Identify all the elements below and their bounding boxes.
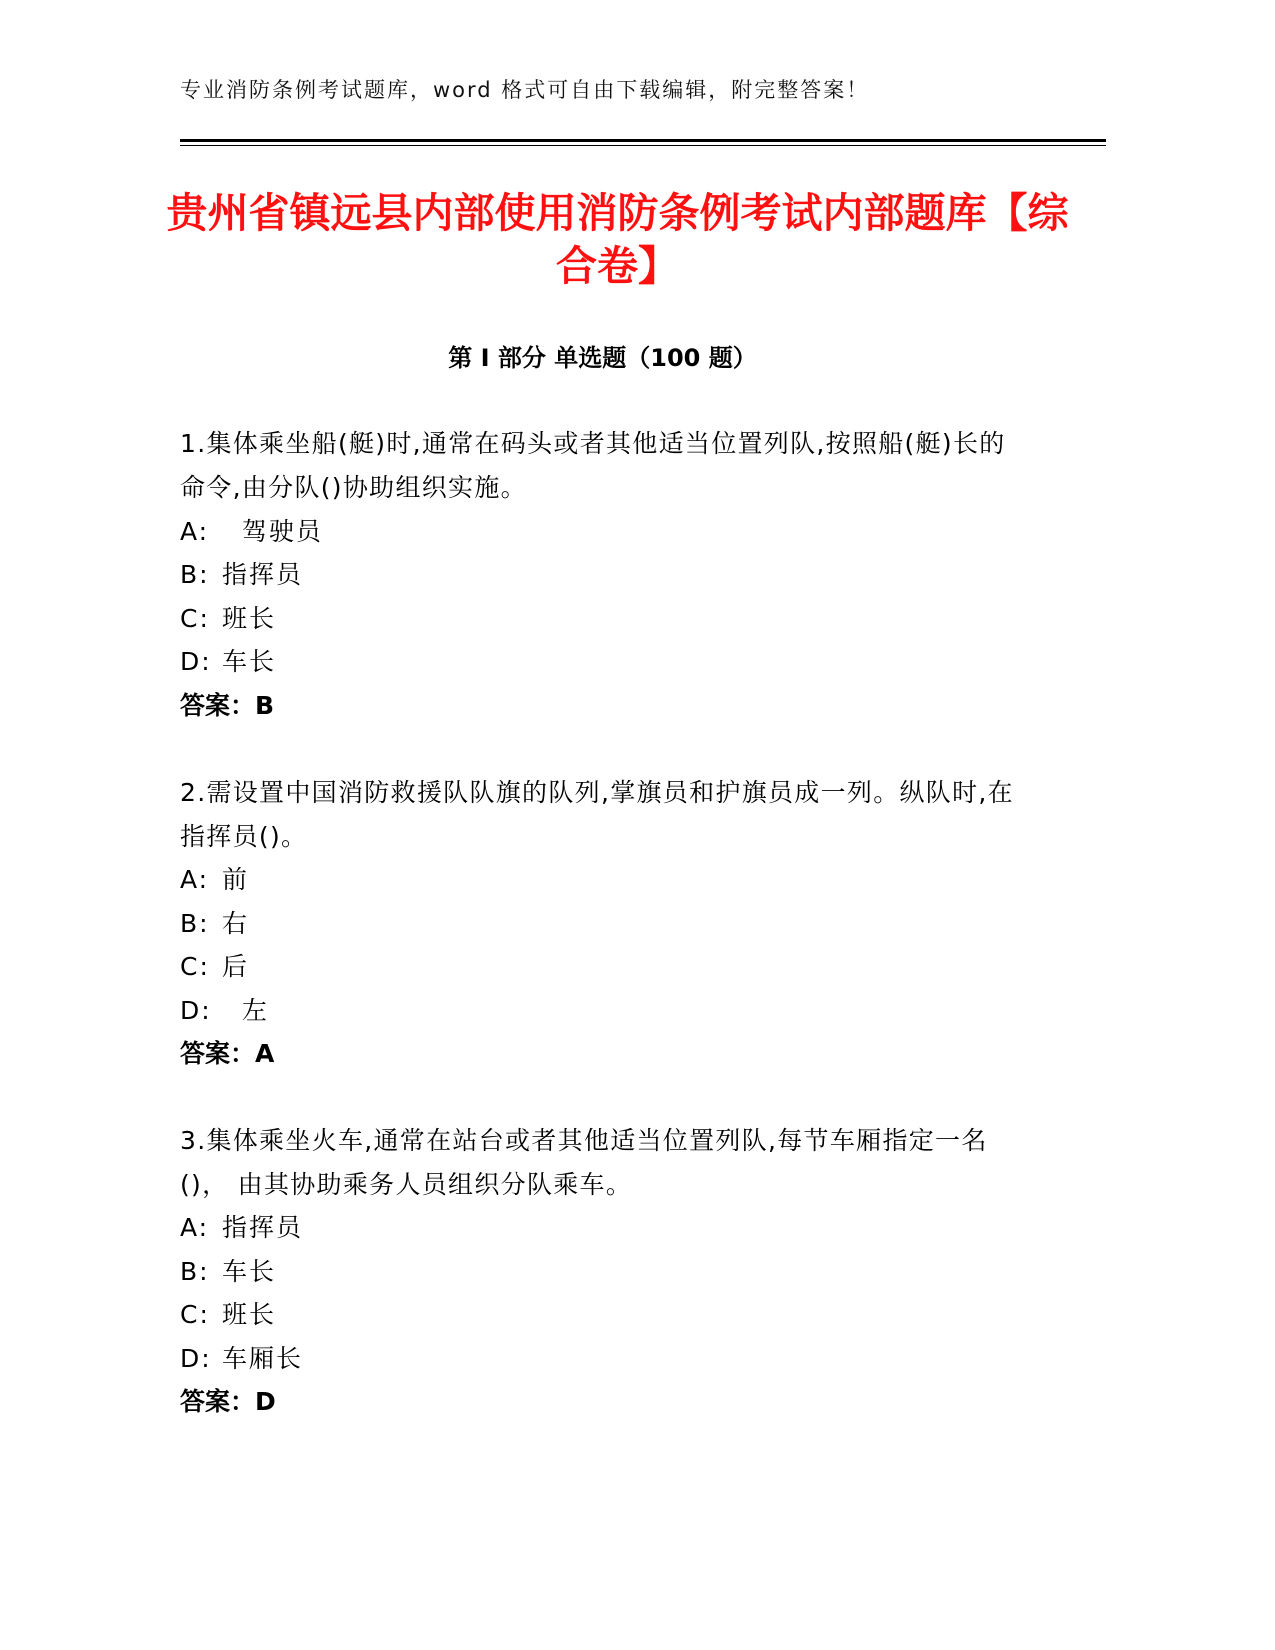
header-rule-thin (180, 145, 1106, 146)
question-1-option-d (180, 646, 276, 678)
option-key: B: (180, 909, 210, 938)
question-3-option-d (180, 1343, 303, 1375)
option-value: 后 (222, 952, 250, 981)
option-value: 车长 (222, 1257, 277, 1286)
question-3-option-c (180, 1299, 276, 1331)
option-key: A: (180, 865, 210, 894)
question-2-text: 2.需设置中国消防救援队队旗的队列,掌旗员和护旗员成一列。纵队时,在指挥员()。 (180, 778, 1014, 851)
header-note: 专业消防条例考试题库，word 格式可自由下载编辑，附完整答案！ (180, 78, 870, 102)
option-key: A: (180, 517, 210, 546)
question-3-answer: 答案：D (180, 1387, 276, 1416)
section-heading: 第 I 部分 单选题（100 题） (448, 344, 757, 372)
option-value: 车厢长 (222, 1344, 304, 1373)
option-key: C: (180, 1300, 210, 1329)
option-value: 班长 (222, 604, 277, 633)
question-1-option-b (180, 559, 303, 591)
question-2-option-a (180, 864, 249, 896)
option-value: 班长 (222, 1300, 277, 1329)
option-key: A: (180, 1213, 210, 1242)
header-rule-thick (180, 139, 1106, 142)
question-2-option-c (180, 951, 249, 983)
option-value: 车长 (222, 647, 277, 676)
option-value: 驾驶员 (222, 517, 323, 546)
option-key: C: (180, 604, 210, 633)
option-key: D: (180, 1344, 212, 1373)
question-1-answer: 答案：B (180, 691, 275, 720)
option-key: B: (180, 1257, 210, 1286)
question-3-option-a (180, 1212, 303, 1244)
question-3-text: 3.集体乘坐火车,通常在站台或者其他适当位置列队,每节车厢指定一名()， 由其协助乘务人员组织分队乘车。 (180, 1126, 988, 1199)
option-value: 左 (222, 996, 269, 1025)
option-key: D: (180, 647, 212, 676)
question-3-option-b (180, 1256, 276, 1288)
option-key: B: (180, 560, 210, 589)
question-2-option-b (180, 908, 249, 940)
document-title: 贵州省镇远县内部使用消防条例考试内部题库【综合卷】 (166, 189, 1069, 290)
option-key: C: (180, 952, 210, 981)
option-value: 前 (222, 865, 250, 894)
question-1-option-c (180, 603, 276, 635)
question-1-text: 1.集体乘坐船(艇)时,通常在码头或者其他适当位置列队,按照船(艇)长的命令,由分队()协助组织实施。 (180, 429, 1006, 502)
option-value: 指挥员 (222, 560, 304, 589)
option-value: 指挥员 (222, 1213, 304, 1242)
option-value: 右 (222, 909, 250, 938)
question-2-option-d (180, 995, 269, 1027)
question-2-answer: 答案：A (180, 1039, 275, 1068)
option-key: D: (180, 996, 212, 1025)
question-1-option-a (180, 516, 323, 548)
